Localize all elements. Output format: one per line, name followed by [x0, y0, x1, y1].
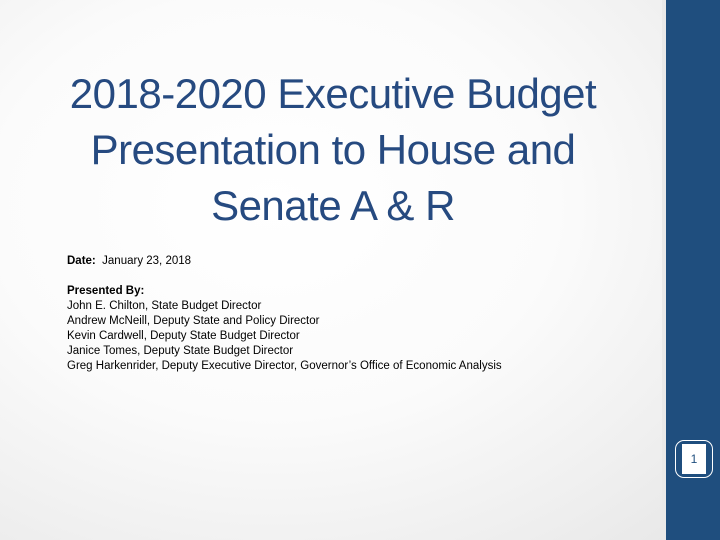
page-number-badge: [675, 440, 713, 478]
presenter-item: John E. Chilton, State Budget Director: [67, 300, 262, 312]
page-number-box: [682, 444, 706, 474]
slide-title: 2018-2020 Executive Budget Presentation to House and Senate A & R: [69, 70, 597, 229]
date-label: Date:: [67, 255, 96, 267]
page-number: 1: [690, 452, 698, 466]
presenter-item: Kevin Cardwell, Deputy State Budget Director: [67, 330, 300, 342]
presenter-item: Andrew McNeill, Deputy State and Policy Director: [67, 315, 320, 327]
presenter-item: Janice Tomes, Deputy State Budget Director: [67, 345, 294, 357]
presented-by-label: Presented By:: [67, 285, 145, 297]
date-line: [67, 254, 647, 269]
slide-body: [67, 254, 647, 374]
presented-by-section: [67, 284, 647, 374]
date-value: January 23, 2018: [102, 255, 192, 267]
presenter-item: Greg Harkenrider, Deputy Executive Director, Governor’s Office of Economic Analysis: [67, 360, 502, 372]
